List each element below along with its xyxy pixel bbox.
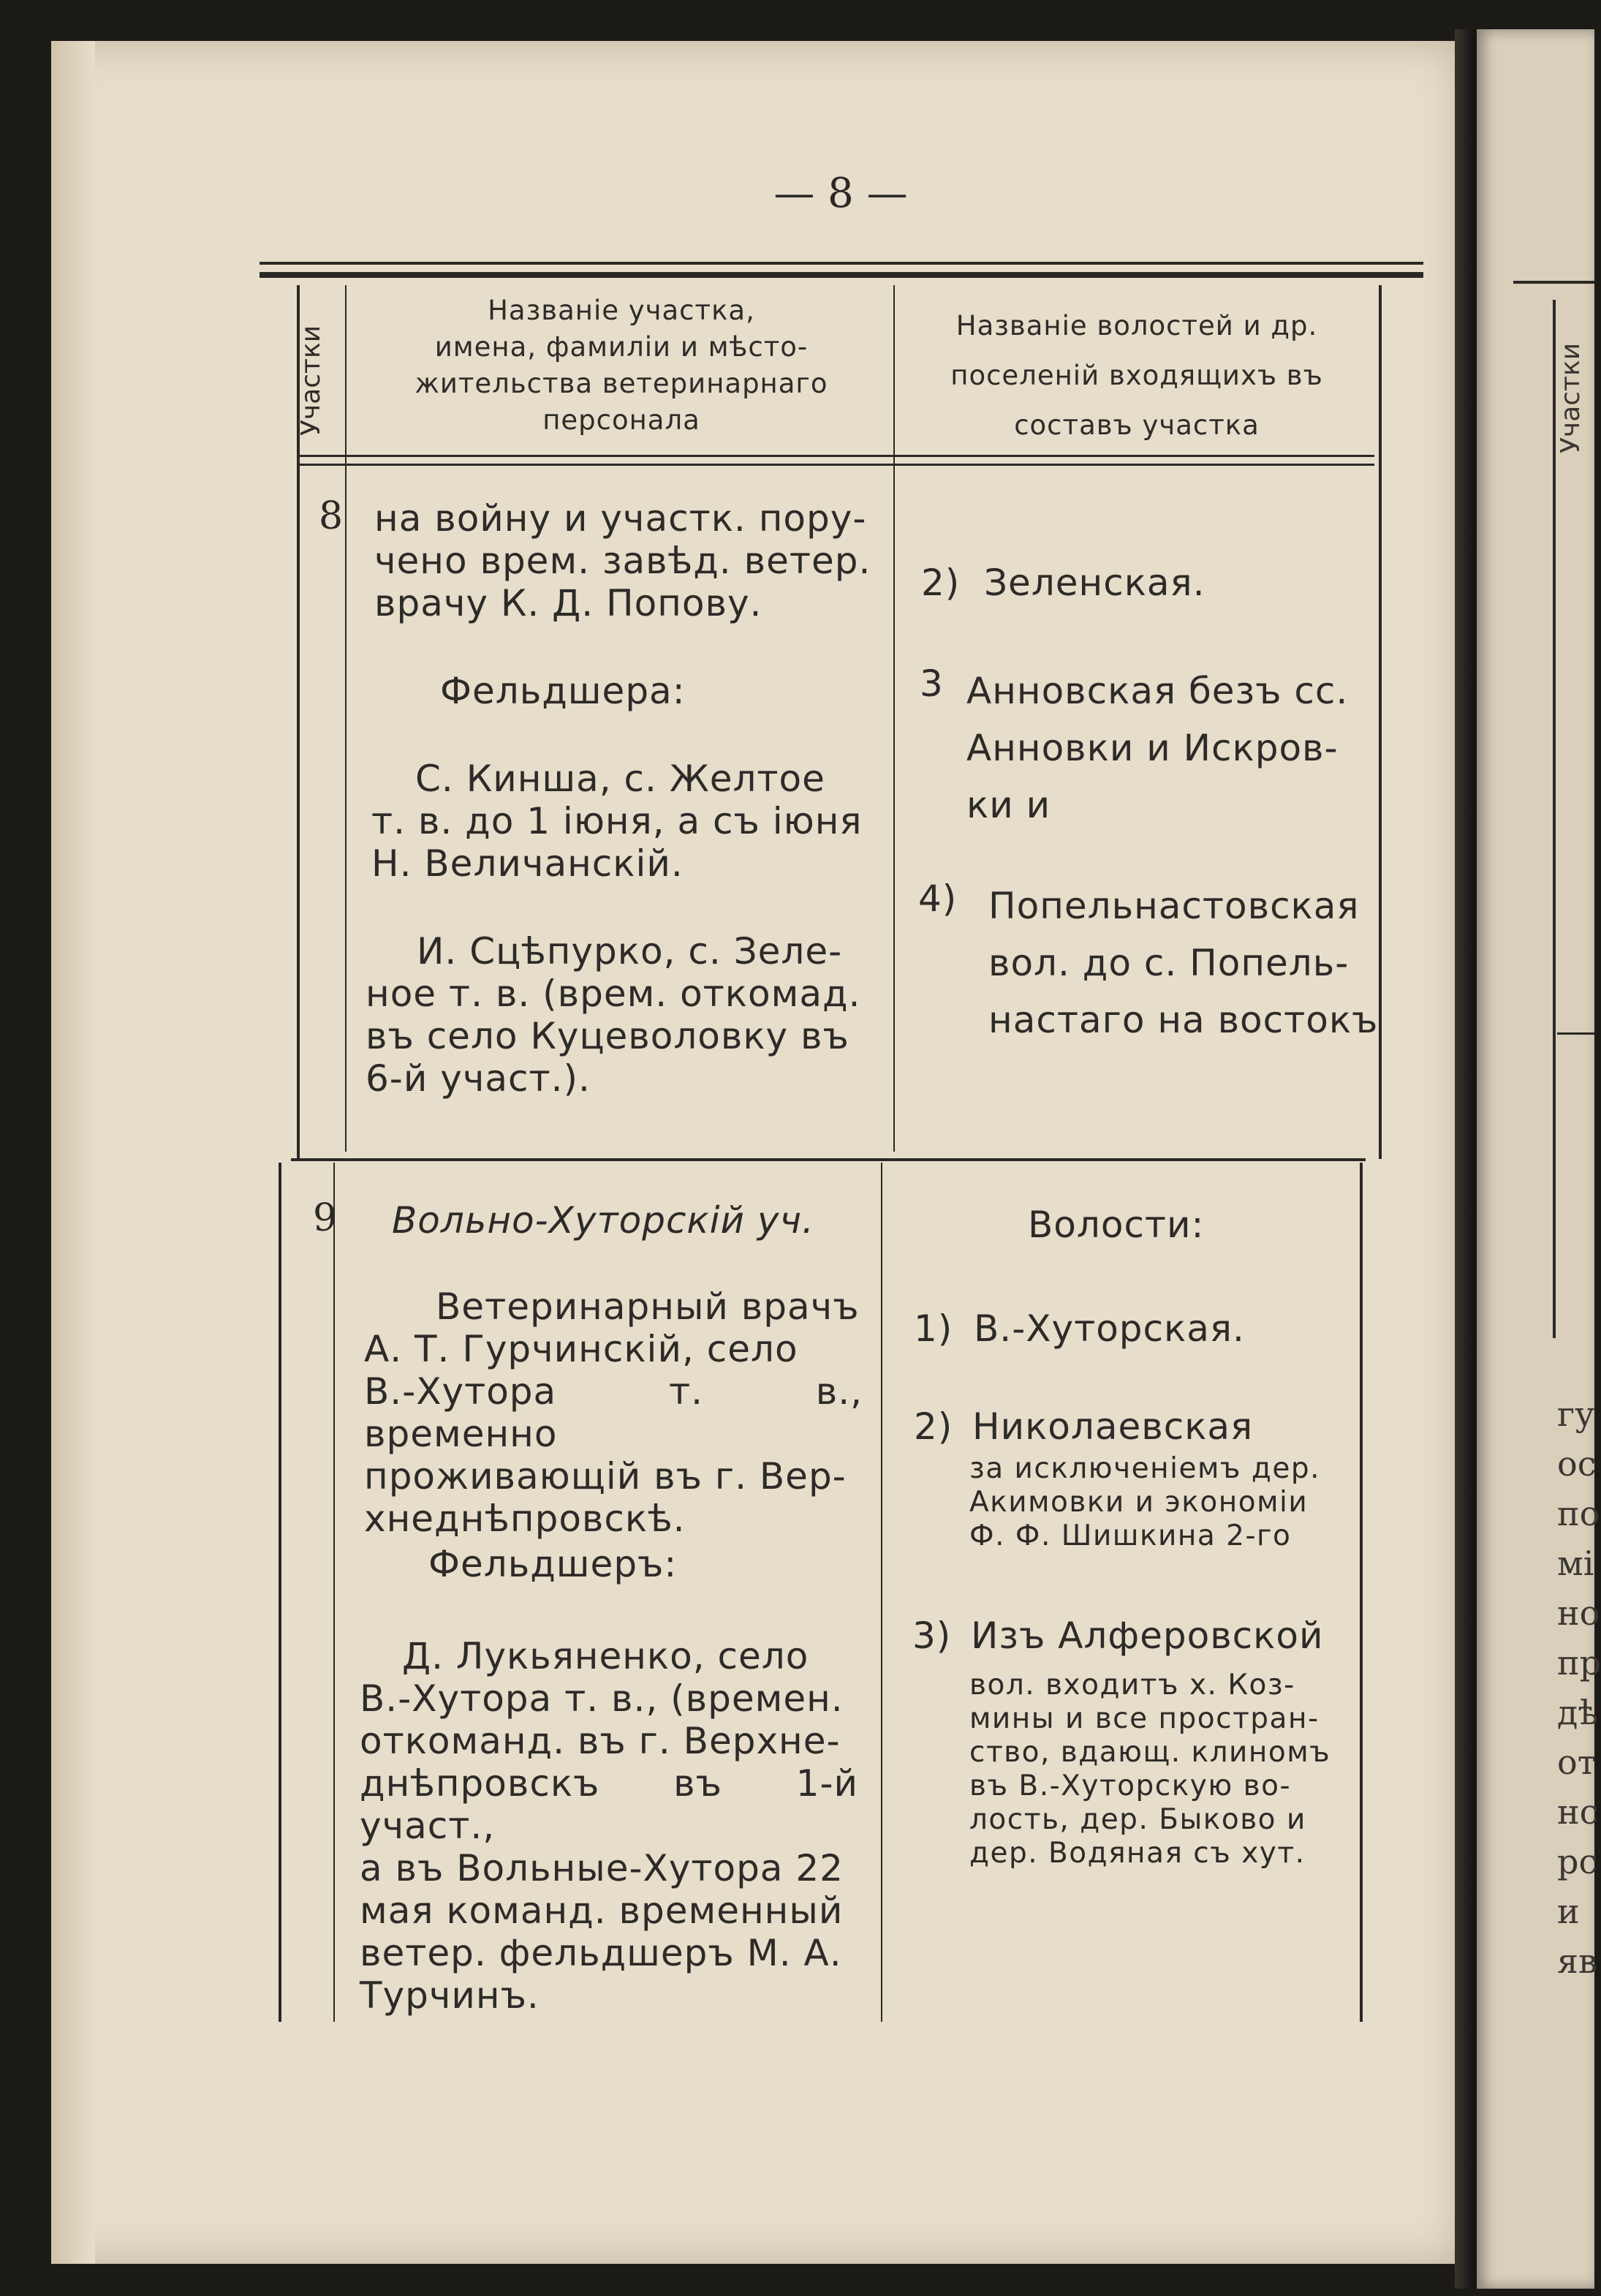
row9-veterinarian: Ветеринарный врачъ А. Т. Гурчинскій, село В.-Хутора т. в., временно проживающій въ г. Вер- хнеднѣпровскѣ.: [364, 1285, 863, 1540]
header-col-staff: Названіе участка, имена, фамиліи и мѣсто- жительства ветеринарнаго персонала: [415, 295, 828, 436]
page-number: — 8 —: [773, 170, 908, 217]
row9-title: Вольно-Хуторскій уч.: [392, 1199, 814, 1242]
facing-fragment: гу: [1557, 1394, 1595, 1434]
row8-volost-4-num: 4): [918, 877, 958, 920]
table-top-rule: [260, 262, 1423, 265]
row8-feldsher-2: И. Сцѣпурко, с. Зеле- ное т. в. (врем. откомад. въ село Куцеволовку въ 6-й участ.).: [366, 930, 861, 1100]
row9-volost-2-note: за исключеніемъ дер. Акимовки и экономіи Ф. Ф. Шишкина 2-го: [969, 1452, 1320, 1552]
row8-volost-3: Анновская безъ сс. Анновки и Искров- ки и: [966, 670, 1349, 826]
row9-volost-3-note: вол. входитъ х. Коз- мины и все простран- ство, вдающ. клиномъ въ В.-Хуторскую во- лость, дер. Быково и дер. Водяная съ хут.: [969, 1669, 1331, 1870]
row9-volosts-label: Волости:: [1028, 1204, 1205, 1246]
facing-fragment: от: [1557, 1742, 1597, 1782]
table-left-border-lower: [279, 1163, 281, 2022]
facing-fragment: пр: [1557, 1643, 1601, 1683]
row-separator: [291, 1158, 1366, 1161]
header-col-volosts: Названіе волостей и др. поселеній входящихъ въ составъ участка: [950, 310, 1323, 441]
header-bottom-rule-2: [300, 464, 1374, 466]
row9-volost-1-num: 1): [914, 1307, 953, 1350]
facing-fragment: но: [1557, 1593, 1600, 1633]
col-divider-volosts-lower: [881, 1163, 882, 2022]
row8-feldsher-1: С. Кинша, с. Желтое т. в. до 1 іюня, а съ іюня Н. Величанскій.: [371, 758, 863, 885]
page-edge: [51, 41, 95, 2264]
table-right-border: [1379, 285, 1382, 1159]
col-divider-num: [345, 285, 347, 1152]
facing-header: Участки: [1556, 342, 1586, 453]
row8-feldshers-label: Фельдшера:: [440, 670, 686, 712]
facing-fragment: рс: [1557, 1842, 1598, 1881]
table-top-rule-thick: [260, 272, 1423, 278]
facing-fragment: яв: [1557, 1941, 1597, 1981]
facing-row-rule: [1557, 1032, 1594, 1035]
row9-volost-1: В.-Хуторская.: [974, 1307, 1245, 1350]
row-number: 9: [313, 1196, 338, 1240]
row8-volost-2: Зеленская.: [984, 562, 1206, 604]
row9-volost-2-num: 2): [914, 1405, 953, 1448]
row9-feldsher-label: Фельдшеръ:: [428, 1543, 678, 1585]
facing-top-rule: [1513, 281, 1594, 284]
facing-vline: [1553, 300, 1556, 1338]
header-bottom-rule: [300, 455, 1374, 457]
table-right-border-lower: [1360, 1163, 1363, 2022]
facing-fragment: и: [1557, 1892, 1580, 1931]
row8-staff-continued: на войну и участк. пору- чено врем. завѣд. ветер. врачу К. Д. Попову.: [374, 497, 871, 624]
row9-volost-2: Николаевская: [972, 1405, 1254, 1448]
book-spine: [1455, 29, 1477, 2289]
row9-feldsher: Д. Лукьяненко, село В.-Хутора т. в., (времен. откоманд. въ г. Верхне- днѣпровскъ въ 1-й участ., а въ Вольные-Хутора 22 мая команд. временный ветер. фельдшеръ М. А. Турчинъ.: [360, 1635, 858, 2017]
row-number: 8: [319, 494, 344, 538]
col-divider-volosts: [893, 285, 895, 1152]
row8-volost-2-num: 2): [921, 562, 961, 604]
facing-fragment: дѣ: [1557, 1693, 1599, 1732]
row8-volost-4: Попельнастовская вол. до с. Попель- настаго на востокъ: [988, 885, 1379, 1041]
facing-fragment: ос: [1557, 1444, 1597, 1484]
facing-fragment: по: [1557, 1494, 1600, 1533]
facing-fragment: мі: [1557, 1544, 1594, 1583]
facing-fragment: нс: [1557, 1792, 1599, 1832]
header-col-number: Участки: [296, 325, 326, 436]
row9-volost-3: Изъ Алферовской: [971, 1615, 1324, 1657]
row8-volost-3-num: 3: [920, 662, 944, 705]
row9-volost-3-num: 3): [912, 1615, 952, 1657]
col-divider-num-lower: [333, 1163, 335, 2022]
